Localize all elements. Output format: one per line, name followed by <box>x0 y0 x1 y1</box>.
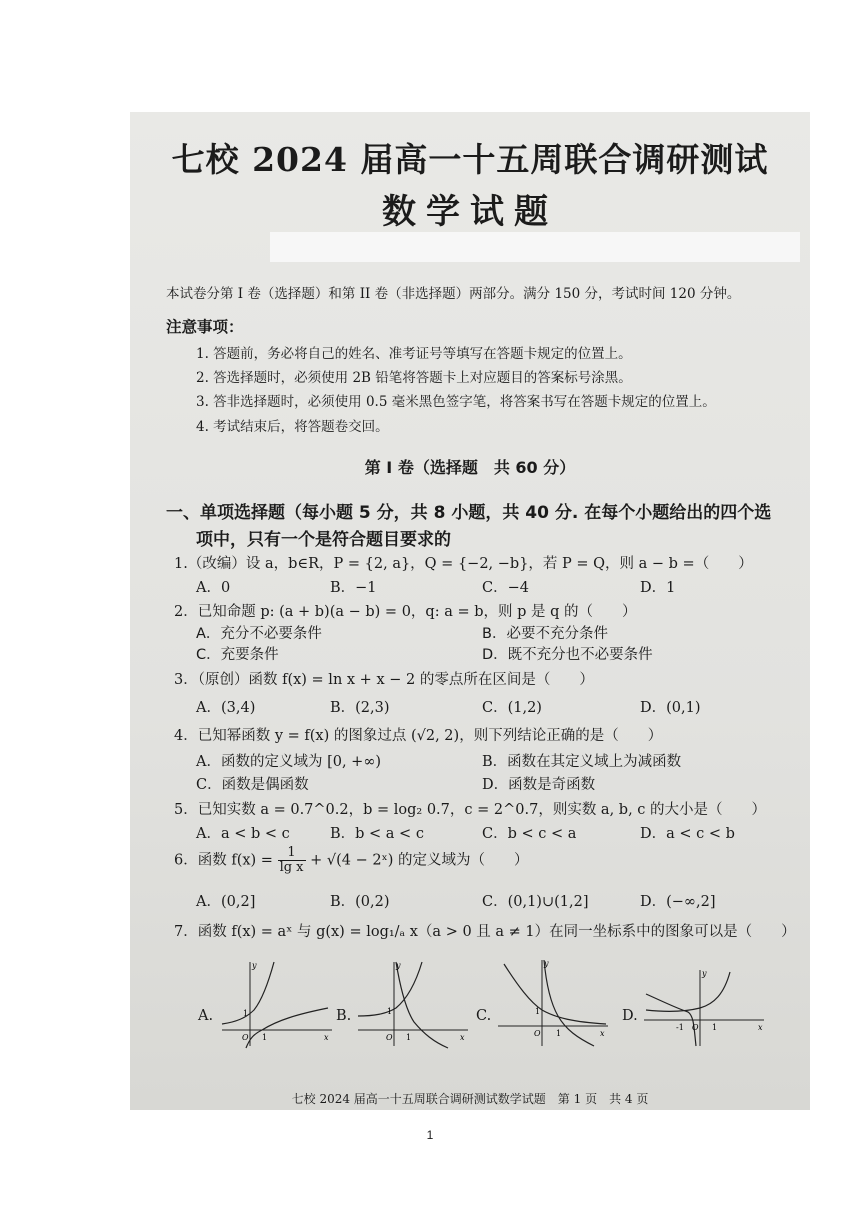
question-7-option-a: A. <box>198 1008 214 1024</box>
tick-one-label: 1 <box>556 1029 562 1038</box>
question-5-option-c: C．b < c < a <box>482 826 577 842</box>
question-3-option-d: D．(0,1) <box>640 700 701 716</box>
question-4-option-d: D．函数是奇函数 <box>482 777 596 793</box>
question-7-stem: 7．函数 f(x) = aˣ 与 g(x) = log₁/ₐ x（a > 0 且 a ≠ 1）在同一坐标系中的图象可以是（ ） <box>174 924 796 940</box>
question-1-option-d: D．1 <box>640 580 676 596</box>
tick-neg-one-label: -1 <box>676 1023 684 1032</box>
axis-y-label: y <box>702 969 707 978</box>
axis-y-label: y <box>396 961 401 970</box>
question-7-option-b: B. <box>336 1008 352 1024</box>
tick-one-label: 1 <box>243 1009 249 1018</box>
redacted-band <box>270 232 800 262</box>
part1-title: 第 I 卷（选择题 共 60 分） <box>364 458 576 477</box>
question-5-option-a: A．a < b < c <box>196 826 290 842</box>
intro-text: 本试卷分第 I 卷（选择题）和第 II 卷（非选择题）两部分。满分 150 分，考试时间 120 分钟。 <box>166 286 741 302</box>
question-4-stem: 4．已知幂函数 y = f(x) 的图象过点 (√2, 2)，则下列结论正确的是（ ） <box>174 728 663 744</box>
question-1-option-b: B．−1 <box>330 580 377 596</box>
question-2-option-a: A．充分不必要条件 <box>196 626 322 642</box>
question-7-option-d: D. <box>622 1008 638 1024</box>
fraction-numerator: 1 <box>278 846 306 861</box>
question-7-graph-b <box>354 958 474 1050</box>
question-4-option-a: A．函数的定义域为 [0, +∞) <box>196 754 382 770</box>
question-6-stem-suffix: + √(4 − 2ˣ) 的定义域为（ ） <box>310 852 529 869</box>
tick-one-label: 1 <box>262 1033 268 1042</box>
question-1-stem: 1.（改编）设 a，b∈R，P = {2, a}，Q = {−2, −b}，若 P = Q，则 a − b =（ ） <box>174 556 753 572</box>
axis-x-label: x <box>324 1033 329 1042</box>
question-3-option-b: B．(2,3) <box>330 700 390 716</box>
question-7-graph-d <box>640 958 768 1050</box>
axis-y-label: y <box>544 959 549 968</box>
question-1-option-a: A．0 <box>196 580 231 596</box>
question-3-option-c: C．(1,2) <box>482 700 542 716</box>
notice-item: 3. 答非选择题时，必须使用 0.5 毫米黑色签字笔，将答案书写在答题卡规定的位置上。 <box>196 394 716 410</box>
origin-label: O <box>242 1033 249 1042</box>
axis-y-label: y <box>252 961 257 970</box>
question-5-option-b: B．b < a < c <box>330 826 424 842</box>
question-7-graph-a <box>218 958 338 1050</box>
tick-one-label: 1 <box>387 1007 393 1016</box>
question-5-option-d: D．a < c < b <box>640 826 735 842</box>
question-6-option-a: A．(0,2] <box>196 894 256 910</box>
notice-item: 2. 答选择题时，必须使用 2B 铅笔将答题卡上对应题目的答案标号涂黑。 <box>196 370 632 386</box>
origin-label: O <box>386 1033 393 1042</box>
exam-title-line2: 数学试题 <box>382 192 558 232</box>
section1-heading: 一、单项选择题（每小题 5 分，共 8 小题，共 40 分. 在每个小题给出的四个选 <box>166 503 772 523</box>
page-number: 1 <box>426 1128 434 1142</box>
question-7-option-c: C. <box>476 1008 492 1024</box>
question-2-option-d: D．既不充分也不必要条件 <box>482 647 653 663</box>
question-6-stem-prefix: 6．函数 f(x) = <box>174 852 273 869</box>
question-4-option-b: B．函数在其定义域上为减函数 <box>482 754 682 770</box>
question-3-stem: 3．（原创）函数 f(x) = ln x + x − 2 的零点所在区间是（ ） <box>174 672 594 688</box>
question-5-stem: 5．已知实数 a = 0.7^0.2，b = log₂ 0.7，c = 2^0.7，则实数 a, b, c 的大小是（ ） <box>174 802 767 818</box>
question-6-option-c: C．(0,1)∪(1,2] <box>482 894 589 910</box>
exam-title-line1: 七校 2024 届高一十五周联合调研测试 <box>171 140 769 179</box>
question-2-stem: 2．已知命题 p: (a + b)(a − b) = 0，q: a = b，则 p 是 q 的（ ） <box>174 604 637 620</box>
tick-one-label: 1 <box>535 1007 541 1016</box>
question-4-option-c: C．函数是偶函数 <box>196 777 309 793</box>
notice-heading: 注意事项： <box>166 318 244 336</box>
question-1-option-c: C．−4 <box>482 580 529 596</box>
question-6-fraction <box>278 846 306 875</box>
exam-paper-photo <box>130 112 810 1110</box>
origin-label: O <box>534 1029 541 1038</box>
fraction-denominator: lg x <box>279 860 304 875</box>
notice-item: 4. 考试结束后，将答题卷交回。 <box>196 419 389 435</box>
paper-footer: 七校 2024 届高一十五周联合调研测试数学试题 第 1 页 共 4 页 <box>291 1092 649 1106</box>
question-3-option-a: A．(3,4) <box>196 700 256 716</box>
section1-heading-cont: 项中，只有一个是符合题目要求的 <box>196 530 451 550</box>
tick-one-label: 1 <box>406 1033 412 1042</box>
question-2-option-c: C．充要条件 <box>196 647 279 663</box>
question-2-option-b: B．必要不充分条件 <box>482 626 608 642</box>
question-6-option-d: D．(−∞,2] <box>640 894 716 910</box>
tick-one-label: 1 <box>712 1023 718 1032</box>
question-6-stem <box>174 846 529 875</box>
axis-x-label: x <box>460 1033 465 1042</box>
axis-x-label: x <box>600 1029 605 1038</box>
axis-x-label: x <box>758 1023 763 1032</box>
notice-item: 1. 答题前，务必将自己的姓名、准考证号等填写在答题卡规定的位置上。 <box>196 346 632 362</box>
origin-label: O <box>692 1023 699 1032</box>
question-7-graph-c <box>494 958 614 1050</box>
question-6-option-b: B．(0,2) <box>330 894 390 910</box>
